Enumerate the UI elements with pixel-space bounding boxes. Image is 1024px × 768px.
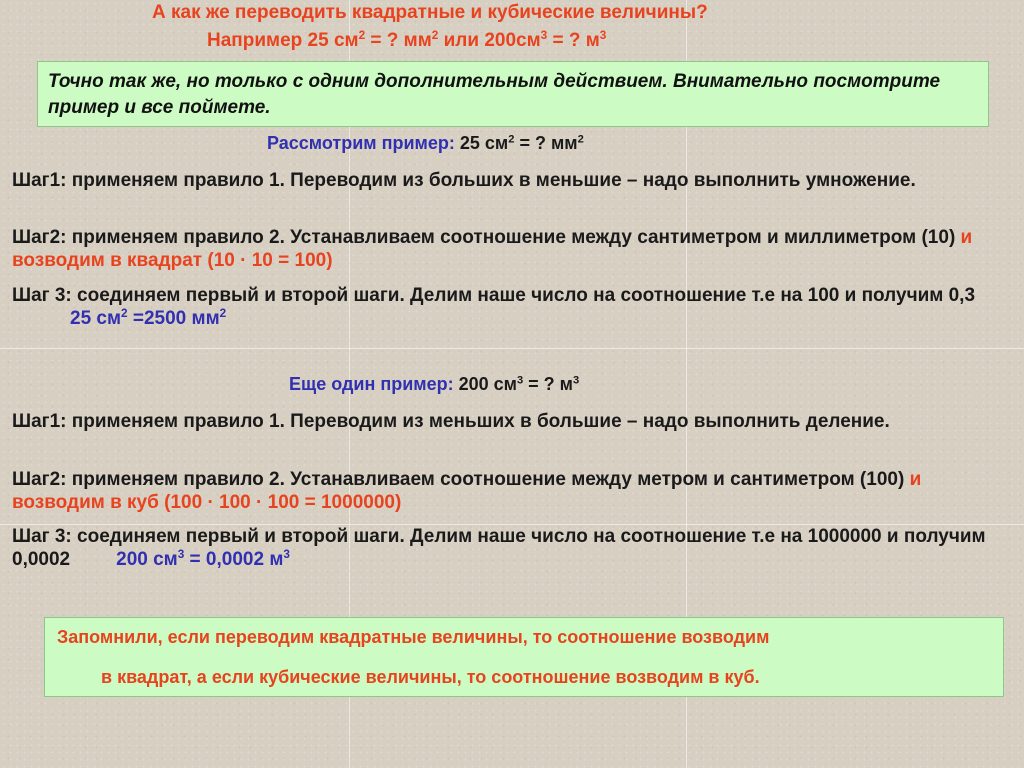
summary-line1: Запомнили, если переводим квадратные величины, то соотношение возводим — [57, 627, 770, 647]
example2-header: Еще один пример: 200 $см^3$ = ? $м^3$ — [289, 374, 580, 394]
example1-step3: Шаг 3: соединяем первый и второй шаги. Делим наше число на соотношение т.е на 100 и получим 0,325 $см^2 =2500$ $мм^2$ — [12, 285, 976, 329]
slide-subtitle: Например 25 $см^2$ = ? $мм^2$ или $200см^3$ = ? $м^3$ — [207, 28, 607, 51]
example2-step1: Шаг1: применяем правило 1. Переводим из меньших в большие – надо выполнить деление. — [12, 411, 890, 432]
example1-header: Рассмотрим пример: 25 $см^2$ = ? $мм^2$ — [267, 133, 584, 153]
summary-line2: в квадрат, а если кубические величины, то соотношение возводим в куб. — [101, 667, 760, 687]
example2-step3: Шаг 3: соединяем первый и второй шаги. Делим наше число на соотношение т.е на 1000000 и получим 0,0002 200 $см^3 = 0,0002$ $м^3$ — [12, 526, 986, 570]
summary-box — [44, 617, 1004, 697]
intro-text: Точно так же, но только с одним дополнительным действием. Внимательно посмотрите пример и все поймете. — [48, 71, 941, 118]
intro-box — [37, 61, 989, 127]
example2-step2: Шаг2: применяем правило 2. Устанавливаем соотношение между метром и сантиметром (100) и возводим в куб (100 · 100 · 100 = 1000000) — [12, 469, 922, 513]
example1-step2: Шаг2: применяем правило 2. Устанавливаем соотношение между сантиметром и миллиметром (10) и возводим в квадрат (10 · 10 = 100) — [12, 227, 973, 271]
slide-title: А как же переводить квадратные и кубические величины? — [152, 2, 708, 23]
grid-line — [0, 348, 1024, 349]
example1-step1: Шаг1: применяем правило 1. Переводим из больших в меньшие – надо выполнить умножение. — [12, 170, 916, 191]
example2-result: 200 $см^3 = 0,0002$ $м^3$ — [116, 547, 290, 570]
example1-result: 25 $см^2 =2500$ $мм^2$ — [70, 306, 227, 329]
